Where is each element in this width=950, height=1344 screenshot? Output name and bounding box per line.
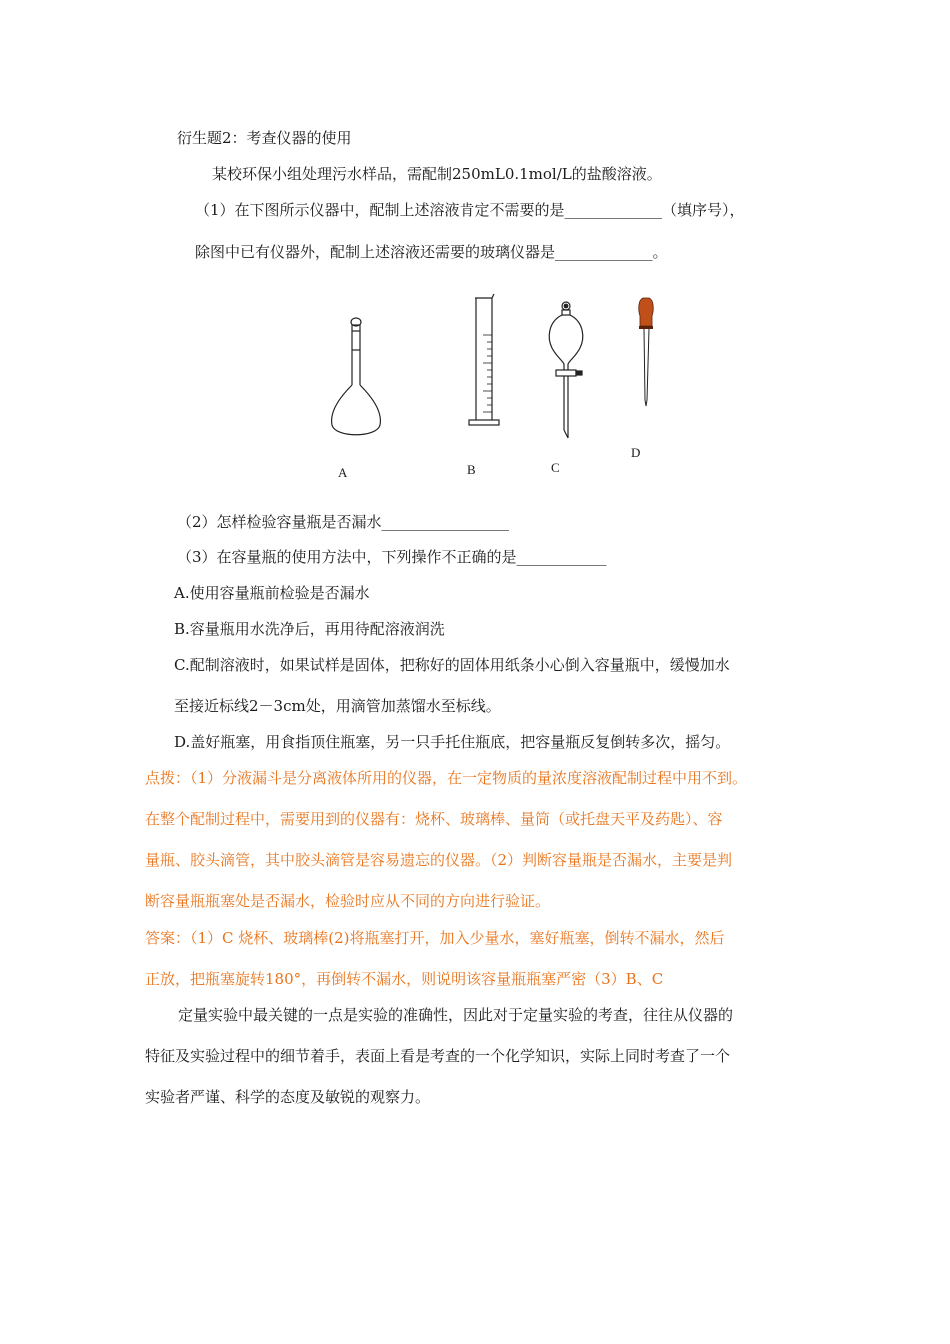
question-heading: 衍生题2：考查仪器的使用	[177, 129, 352, 147]
figure-label-a: A	[338, 465, 348, 480]
answer-line-1: 答案：（1）C 烧杯、玻璃棒(2)将瓶塞打开，加入少量水，塞好瓶塞，倒转不漏水，然后	[145, 929, 725, 947]
option-c-line-2: 至接近标线2－3cm处，用滴管加蒸馏水至标线。	[174, 697, 501, 715]
question-3: （3）在容量瓶的使用方法中，下列操作不正确的是____________	[177, 548, 607, 566]
question-1-line-1: （1）在下图所示仪器中，配制上述溶液肯定不需要的是_____________（填序号），	[195, 201, 745, 219]
answer-line-2: 正放，把瓶塞旋转180°，再倒转不漏水，则说明该容量瓶瓶塞严密（3）B、C	[145, 970, 664, 988]
dropper-icon	[639, 298, 653, 406]
figure-label-c: C	[551, 460, 560, 475]
apparatus-figure	[300, 290, 700, 490]
intro-text: 某校环保小组处理污水样品，需配制250mL0.1mol/L的盐酸溶液。	[212, 165, 662, 183]
volumetric-flask-icon	[332, 318, 381, 435]
figure-label-d: D	[631, 445, 641, 460]
hint-line-4: 断容量瓶瓶塞处是否漏水，检验时应从不同的方向进行验证。	[145, 892, 551, 910]
summary-line-2: 特征及实验过程中的细节着手，表面上看是考查的一个化学知识，实际上同时考查了一个	[145, 1047, 731, 1065]
hint-line-3: 量瓶、胶头滴管，其中胶头滴管是容易遗忘的仪器。（2）判断容量瓶是否漏水，主要是判	[145, 851, 733, 869]
option-b: B.容量瓶用水洗净后，再用待配溶液润洗	[174, 620, 445, 638]
option-c-line-1: C.配制溶液时，如果试样是固体，把称好的固体用纸条小心倒入容量瓶中，缓慢加水	[174, 656, 730, 674]
graduated-cylinder-icon	[469, 294, 499, 425]
question-2: （2）怎样检验容量瓶是否漏水_________________	[177, 513, 510, 531]
figure-label-b: B	[467, 462, 476, 477]
separatory-funnel-icon	[549, 302, 582, 438]
option-a: A.使用容量瓶前检验是否漏水	[174, 584, 370, 602]
summary-line-3: 实验者严谨、科学的态度及敏锐的观察力。	[145, 1088, 431, 1106]
summary-line-1: 定量实验中最关键的一点是实验的准确性，因此对于定量实验的考查，往往从仪器的	[178, 1006, 734, 1024]
hint-line-1: 点拨：（1）分液漏斗是分离液体所用的仪器，在一定物质的量浓度溶液配制过程中用不到。	[145, 769, 748, 787]
option-d: D.盖好瓶塞，用食指顶住瓶塞，另一只手托住瓶底，把容量瓶反复倒转多次，摇匀。	[174, 733, 731, 751]
question-1-line-2: 除图中已有仪器外，配制上述溶液还需要的玻璃仪器是_____________。	[195, 243, 668, 261]
hint-line-2: 在整个配制过程中，需要用到的仪器有：烧杯、玻璃棒、量筒（或托盘天平及药匙）、容	[145, 810, 723, 828]
